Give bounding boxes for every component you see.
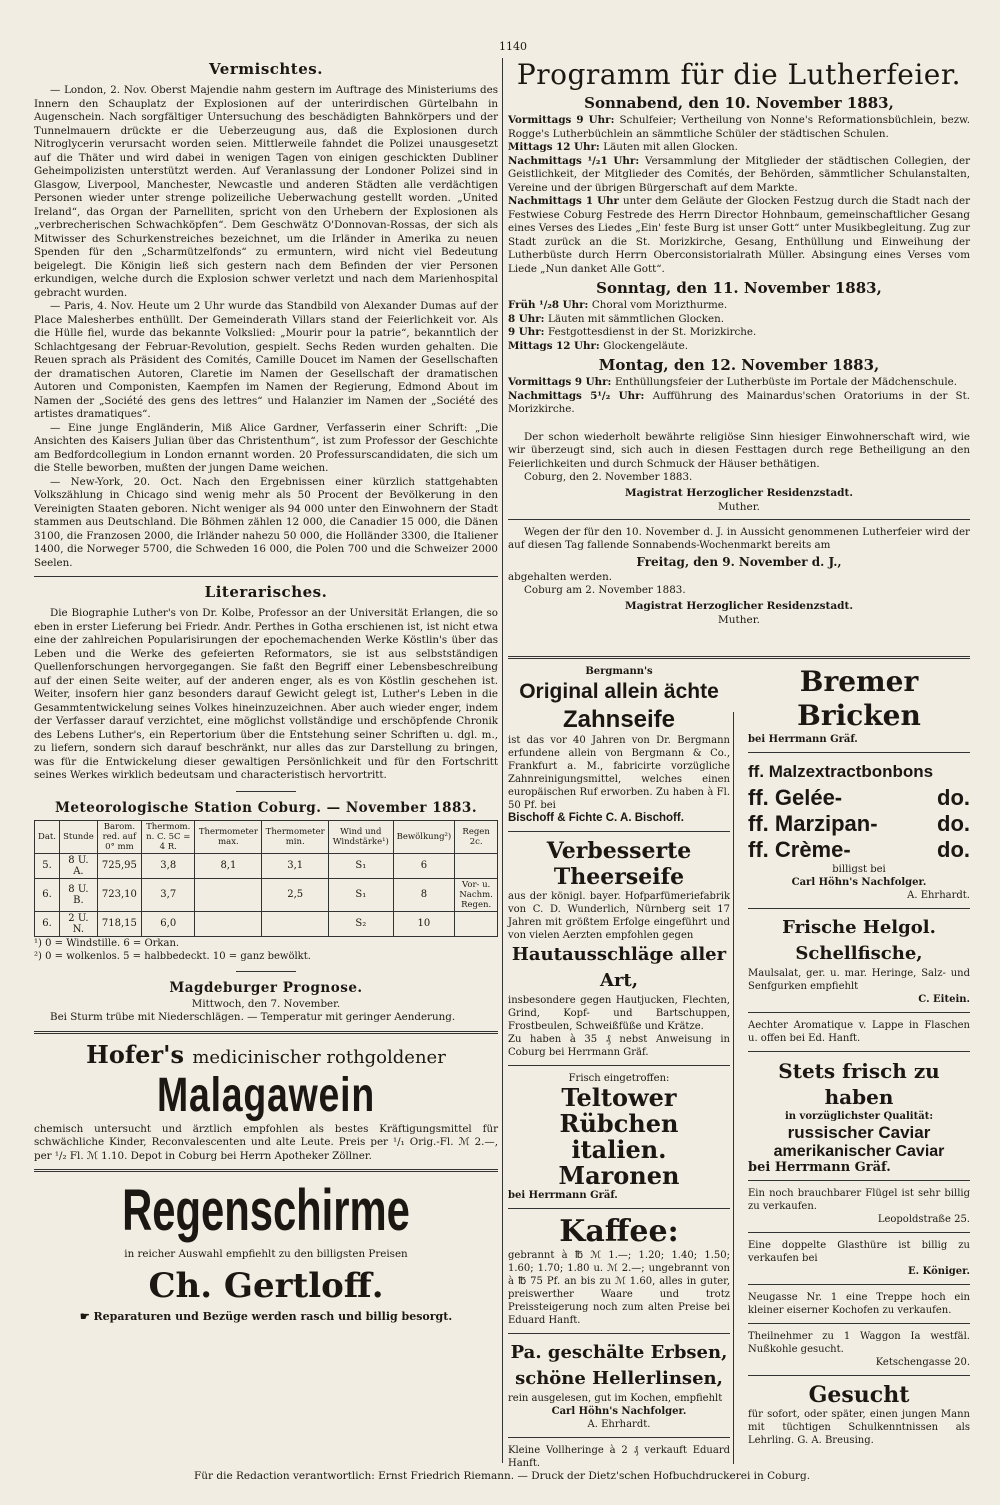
- weather-table: [34, 820, 498, 937]
- program-item-text: Choral vom Morizthurme.: [591, 299, 728, 311]
- ad-hofer-name: Hofer's: [86, 1039, 184, 1069]
- program-item-time: Früh ¹/₂8 Uhr:: [508, 299, 592, 311]
- table-row: [35, 911, 498, 936]
- market-date: Coburg am 2. November 1883.: [524, 584, 686, 596]
- ad-gertloff-name: Ch. Gertloff.: [148, 1265, 384, 1306]
- article-gardner: — Eine junge Engländerin, Miß Alice Gardner, Verfasserin einer Schrift: „Die Ansichten des Kaisers Julian über das Christenthum“, ist zum Professor der Geschichte am Bedfordcollegium in London ernannt worden. 20 Professurscandidaten, die sich um die Stelle beworben, mußten der jungen Dame weichen.: [34, 421, 498, 474]
- program-day-sunday: Sonntag, den 11. November 1883,: [596, 279, 882, 297]
- ad-ff-item-ditto: do.: [937, 810, 970, 836]
- ad-teltower-big2: italien. Maronen: [558, 1134, 680, 1190]
- ad-kaffee: [508, 1215, 730, 1327]
- weather-col-header: Thermometer max.: [195, 820, 262, 853]
- market-day: Freitag, den 9. November d. J.,: [636, 554, 842, 569]
- ad-caviar-seller: bei Herrmann Gräf.: [748, 1159, 891, 1175]
- program-title: Programm für die Lutherfeier.: [516, 58, 962, 91]
- ad-ff-item: [748, 811, 970, 837]
- program-item: [508, 376, 970, 390]
- ad-theilnehmer: Theilnehmer zu 1 Waggon Ia westfäl. Nußkohle gesucht.: [748, 1330, 970, 1355]
- ad-erbsen-seller: Carl Höhn's Nachfolger.: [551, 1405, 687, 1417]
- table-row: [35, 853, 498, 878]
- prognose-text: Bei Sturm trübe mit Niederschlägen. — Temperatur mit geringer Aenderung.: [50, 1011, 456, 1023]
- right-column: [508, 58, 971, 1469]
- ad-ff-item: [748, 837, 970, 863]
- ad-malagawein-title: Malagawein: [157, 1068, 375, 1122]
- program-saturday-list: [508, 114, 970, 276]
- ad-fisch-text: Maulsalat, ger. u. mar. Heringe, Salz- und Senfgurken empfiehlt: [748, 967, 970, 992]
- table-cell: [195, 878, 262, 911]
- program-item: [508, 313, 970, 327]
- weather-col-header: Dat.: [35, 820, 60, 853]
- weather-note-cloud: ²) 0 = wolkenlos. 5 = halbbedeckt. 10 = ganz bewölkt.: [34, 950, 311, 962]
- table-cell: 723,10: [97, 878, 141, 911]
- weather-table-header: [35, 820, 498, 853]
- ad-bergmann-big: Zahnseife: [562, 705, 676, 733]
- ad-hofer-heading: [34, 1040, 498, 1069]
- market-notice: Wegen der für den 10. November d. J. in Aussicht genommenen Lutherfeier wird der auf diesen Tag fallende Sonnabends-Wochenmarkt bereits am: [508, 525, 970, 551]
- ad-ff-owner: A. Ehrhardt.: [907, 889, 970, 901]
- ad-bergmann-sellers: Bischoff & Fichte C. A. Bischoff.: [508, 811, 684, 824]
- article-luther-biography: Die Biographie Luther's von Dr. Kolbe, Professor an der Universität Erlangen, die so eben in erster Lieferung bei Friedr. Andr. Perthes in Gotha erschienen ist, ist nicht etwa eine der zahlreichen Popularisirungen der epochemachenden Werke Köstlin's über das Leben und die Werke des gefeierten Reformators, sie ist aus selbstständigen Quellenforschungen hervorgegangen. Sie faßt den Begriff einer Lebensbeschreibung auf der einen Seite weiter, auf der anderen enger, als es von Köstlin geschehen ist. Weiter, insofern hier ganz besonders darauf Gewicht gelegt ist, Luther's Leben in die Gesammtentwickelung seines Volkes hineinzuzeichnen. Aber auch wieder enger, indem der Verfasser darauf verzichtet, eine möglichst vollständige und erschöpfende Chronik des Lebens Luther's, ein Repertorium über die Entstehung seiner Schriften u. dgl. m., zu liefern, sondern sich darauf beschränkt, nur alles das zur Darstellung zu bringen, was für die Entwickelung dieser gewaltigen Persönlichkeit und für den Fortschritt seines Werkes wirklich bedeutsam und characteristisch hervortritt.: [34, 607, 498, 781]
- table-cell: 8 U. A.: [60, 853, 98, 878]
- ad-fluegel: Ein noch brauchbarer Flügel ist sehr billig zu verkaufen.: [748, 1187, 970, 1212]
- weather-col-header: Thermometer min.: [262, 820, 329, 853]
- table-cell: 6.: [35, 911, 60, 936]
- ad-hofer-subtitle: medicinischer rothgoldener: [192, 1046, 446, 1068]
- ad-glasthuere-seller: E. Königer.: [908, 1265, 970, 1277]
- ad-vollheringe: Kleine Vollheringe à 2 ₰ verkauft Eduard Hanft.: [508, 1444, 730, 1469]
- article-newyork: — New-York, 20. Oct. Nach den Ergebnissen einer kürzlich stattgehabten Volkszählung in Chicago sind wenig mehr als 50 Procent der Bevölkerung in den Vereinigten Staaten geboren. Nicht weniger als 94 000 unter den Einwohnern der Stadt stammen aus Deutschland. Die Böhmen zählen 12 000, die Canadier 15 000, die Dänen 3100, die Franzosen 2000, die Irländer nahezu 50 000, die Holländer 3300, die Italiener 1400, die Norweger 5700, die Schweden 16 000, die Polen 700 und die Schweizer 2000 Seelen.: [34, 475, 498, 569]
- ads-subcolumn-left: [508, 665, 730, 1470]
- market-signer: Muther.: [718, 613, 760, 626]
- table-cell: 3,7: [142, 878, 195, 911]
- page-number: 1140: [499, 40, 527, 53]
- ad-theerseife-price: Zu haben à 35 ₰ nebst Anweisung in Coburg bei Herrmann Gräf.: [508, 1033, 730, 1058]
- section-heading-literarisches: Literarisches.: [204, 583, 328, 601]
- program-item-time: Nachmittags 5¹/₂ Uhr:: [508, 389, 653, 402]
- ad-ff-item: [748, 785, 970, 811]
- table-cell: 3,1: [262, 853, 329, 878]
- program-item-text: unter dem Geläute der Glocken Festzug durch die Stadt nach der Festwiese Coburg Festrede des Herrn Director Hohnbaum, gemeinschaftlicher Gesang eines Verses des Liedes „Ein' feste Burg ist unser Gott“ unter Musikbegleitung. Zug zur Stadt zurück an die St. Morizkirche, Gesang, Enthüllung und Einweihung der Lutherbüste durch Herrn Oberconsistorialrath Müller. Absingung eines Verses vom Liede „Nun danket Alle Gott“.: [508, 195, 971, 275]
- weather-table-body: [35, 853, 498, 936]
- ad-kochofen: Neugasse Nr. 1 eine Treppe hoch ein kleiner eiserner Kochofen zu verkaufen.: [748, 1291, 970, 1316]
- table-cell: 725,95: [97, 853, 141, 878]
- program-item-text: Schulfeier; Vertheilung von Nonne's Reformationsbüchlein, bezw. Rogge's Lutherbüchlein an sämmtliche Schüler der städtischen Schulen.: [508, 114, 970, 140]
- ad-gesucht: Gesucht: [808, 1381, 910, 1408]
- program-item-time: Vormittags 9 Uhr:: [508, 376, 615, 388]
- ad-ff-seller: Carl Höhn's Nachfolger.: [791, 876, 927, 888]
- divider: [748, 752, 970, 753]
- divider: [748, 1375, 970, 1376]
- divider: [748, 1323, 970, 1324]
- table-cell: S₁: [329, 853, 394, 878]
- prognose-date: Mittwoch, den 7. November.: [191, 997, 341, 1010]
- program-item: [508, 326, 970, 340]
- ad-theerseife: [508, 838, 730, 1059]
- table-cell: 718,15: [97, 911, 141, 936]
- weather-col-header: Regen 2c.: [455, 820, 498, 853]
- program-item: [508, 114, 970, 141]
- divider: [748, 1051, 970, 1052]
- program-item-text: Läuten mit allen Glocken.: [603, 141, 738, 153]
- table-cell: S₁: [329, 878, 394, 911]
- ad-ff-item-ditto: do.: [937, 836, 970, 862]
- weather-col-header: Thermom. n. C. 5C = 4 R.: [142, 820, 195, 853]
- ad-ff-item-name: ff. Gelée-: [748, 784, 843, 810]
- program-item: [508, 340, 970, 354]
- program-item-time: Nachmittags 1 Uhr: [508, 195, 624, 207]
- ad-fisch-seller: C. Eitein.: [918, 993, 970, 1005]
- weather-col-header: Stunde: [60, 820, 98, 853]
- table-cell: 8,1: [195, 853, 262, 878]
- program-item: [508, 195, 970, 276]
- table-cell: [262, 911, 329, 936]
- ad-erbsen-text: rein ausgelesen, gut im Kochen, empfiehlt: [508, 1392, 723, 1404]
- ad-bergmann-title: Original allein ächte: [519, 679, 719, 703]
- divider: [508, 1208, 730, 1209]
- divider: [508, 1333, 730, 1334]
- ad-aromatique: Aechter Aromatique v. Lappe in Flaschen u. offen bei Ed. Hanft.: [748, 1019, 970, 1044]
- ad-erbsen-owner: A. Ehrhardt.: [587, 1418, 651, 1430]
- weather-col-header: Barom. red. auf 0° mm: [97, 820, 141, 853]
- article-paris: — Paris, 4. Nov. Heute um 2 Uhr wurde das Standbild von Alexander Dumas auf der Place Malesherbes enthüllt. Der Gemeinderath Villars stand der Feierlichkeit vor. Als die Hülle fiel, wurde das bekannte Volkslied: „Mourir pour la patrie“, bekanntlich der Schlachtgesang der Februar-Revolution, gespielt. Sechs Reden wurden gehalten. Die Reuen sprach als Präsident des Comités, Camille Doucet im Namen der Gesellschaften der dramatischen Autoren, Claretie im Namen der Gesellschaft der dramatischen Autoren und Componisten, Kaempfen im Namen der Regierung, Edmond About im Namen der „Société des gens des lettres“ und Halanzier im Namen der „Société des artistes dramatiques“.: [34, 300, 498, 420]
- column-divider: [502, 58, 503, 1463]
- table-cell: 6,0: [142, 911, 195, 936]
- table-cell: Vor- u. Nachm. Regen.: [455, 878, 498, 911]
- ad-bremer-bricken: Bremer Bricken: [797, 664, 921, 732]
- divider: [236, 791, 296, 792]
- ad-regenschirme-sub: in reicher Auswahl empfiehlt zu den billigsten Preisen: [124, 1248, 408, 1260]
- market-signature: Magistrat Herzoglicher Residenzstadt.: [624, 599, 853, 612]
- divider: [508, 1437, 730, 1438]
- ad-bergmann-top: Bergmann's: [585, 665, 653, 677]
- program-item-time: Vormittags 9 Uhr:: [508, 114, 620, 126]
- ad-gesucht-text: für sofort, oder später, einen jungen Mann mit tüchtigen Schulkenntnissen als Lehrling. G. A. Breusing.: [748, 1408, 970, 1446]
- ad-ff-item: [748, 759, 970, 785]
- ad-fisch-big: Frische Helgol. Schellfische,: [782, 916, 936, 964]
- divider: [508, 656, 970, 659]
- program-monday-list: [508, 376, 970, 417]
- ad-theerseife-big: Hautausschläge aller Art,: [511, 943, 727, 991]
- table-cell: [195, 911, 262, 936]
- ad-ff-item-name: ff. Crème-: [748, 836, 851, 862]
- ad-ff-item-ditto: do.: [937, 784, 970, 810]
- ad-regenschirme-title: Regenschirme: [122, 1178, 410, 1243]
- divider: [34, 1169, 498, 1172]
- divider: [34, 1031, 498, 1034]
- divider: [748, 1232, 970, 1233]
- ad-hofer-text: chemisch untersucht und ärztlich empfohlen als bestes Kräftigungsmittel für schwächliche Kinder, Reconvalescenten und alte Leute. Preis per ¹/₁ Orig.-Fl. ℳ 2.—, per ¹/₂ Fl. ℳ 1.10. Depot in Coburg bei Herrn Apotheker Zöllner.: [34, 1122, 498, 1162]
- table-cell: S₂: [329, 911, 394, 936]
- ads-subcolumn-right: [748, 665, 970, 1447]
- program-item-text: Glockengeläute.: [603, 339, 688, 352]
- program-item-time: Nachmittags ¹/₂1 Uhr:: [508, 154, 645, 167]
- ad-kaffee-text: gebrannt à ℔ ℳ 1.—; 1.20; 1.40; 1.50; 1.60; 1.70; 1.80 u. ℳ 2.—; ungebrannt von à ℔ 75 Pf. an bis zu ℳ 1.60, alles in guter, preiswerther Waare und trotz Preissteigerung noch zum alten Preise bei Eduard Hanft.: [508, 1249, 730, 1326]
- program-item-text: Enthüllungsfeier der Lutherbüste im Portale der Mädchenschule.: [614, 376, 957, 388]
- table-cell: 3,8: [142, 853, 195, 878]
- divider: [748, 908, 970, 909]
- program-item: [508, 141, 970, 155]
- ad-bergmann-text: ist das vor 40 Jahren von Dr. Bergmann erfundene allein von Bergmann & Co., Frankfurt a. M., fabricirte vorzügliche Zahnreinigungsmittel, welches einen europäischen Ruf erworben. Zu haben à Fl. 50 Pf. bei: [508, 734, 730, 811]
- table-cell: 5.: [35, 853, 60, 878]
- program-item-time: 8 Uhr:: [508, 312, 549, 325]
- ad-theerseife-text2: insbesondere gegen Hautjucken, Flechten, Grind, Kopf- und Bartschuppen, Frostbeulen, Schweißfüße und Krätze.: [508, 994, 730, 1032]
- market-notice-end: abgehalten werden.: [508, 570, 613, 583]
- met-station-heading: Meteorologische Station Coburg. — November 1883.: [54, 799, 478, 816]
- program-day-monday: Montag, den 12. November 1883,: [598, 356, 880, 374]
- ad-kaffee-big: Kaffee:: [559, 1213, 679, 1249]
- ad-bergmann: [508, 665, 730, 825]
- ad-erbsen: [508, 1340, 730, 1431]
- divider: [748, 1012, 970, 1013]
- divider: [236, 971, 296, 972]
- ad-ff-list: [748, 759, 970, 863]
- table-cell: 6: [393, 853, 455, 878]
- page-footer: Für die Redaction verantwortlich: Ernst Friedrich Riemann. — Druck der Dietz'schen Hofbuchdruckerei in Coburg.: [193, 1470, 811, 1482]
- table-row: [35, 878, 498, 911]
- divider: [748, 1284, 970, 1285]
- table-cell: 2,5: [262, 878, 329, 911]
- program-item: [508, 299, 970, 313]
- ad-ff-item-name: ff. Malzextractbonbons: [748, 761, 934, 781]
- divider: [508, 519, 970, 520]
- program-item-text: Versammlung der Mitglieder der städtischen Collegien, der Geistlichkeit, der Mitglieder des Comités, der Behörden, sämmtlicher Schulanstalten, Vereine und der übrigen Bürgerschaft auf dem Markte.: [508, 154, 970, 194]
- ad-glasthuere: Eine doppelte Glasthüre ist billig zu verkaufen bei: [748, 1239, 970, 1264]
- program-appeal-date: Coburg, den 2. November 1883.: [524, 471, 693, 483]
- divider: [748, 1180, 970, 1181]
- prognose-heading: Magdeburger Prognose.: [169, 979, 363, 996]
- ad-bremer-seller: bei Herrmann Gräf.: [748, 733, 858, 745]
- table-cell: [455, 911, 498, 936]
- ad-teltower: [508, 1072, 730, 1202]
- program-item-time: Mittags 12 Uhr:: [508, 141, 604, 153]
- program-item-time: 9 Uhr:: [508, 326, 549, 338]
- program-signature: Magistrat Herzoglicher Residenzstadt.: [624, 486, 853, 499]
- weather-note-wind: ¹) 0 = Windstille. 6 = Orkan.: [34, 937, 180, 949]
- weather-col-header: Bewölkung²): [393, 820, 455, 853]
- program-item-time: Mittags 12 Uhr:: [508, 339, 604, 352]
- ad-theilnehmer-addr: Ketschengasse 20.: [875, 1356, 970, 1368]
- table-cell: [455, 853, 498, 878]
- ad-ff-item-name: ff. Marzipan-: [748, 810, 878, 836]
- ad-teltower-big1: Teltower Rübchen: [559, 1082, 679, 1138]
- program-item: [508, 390, 970, 417]
- program-item-text: Aufführung des Mainardus'schen Oratoriums in der St. Morizkirche.: [508, 389, 970, 415]
- ad-theerseife-text: aus der königl. bayer. Hofparfümeriefabrik von C. D. Wunderlich, Nürnberg seit 17 Jahren mit größtem Erfolge eingeführt und von vielen Aerzten empfohlen gegen: [508, 890, 730, 941]
- ad-caviar1: russischer Caviar: [787, 1122, 931, 1142]
- left-column: [34, 58, 498, 1460]
- ad-repair-line: ☛ Reparaturen und Bezüge werden rasch und billig besorgt.: [79, 1309, 453, 1323]
- ad-ff-cheap: billigst bei: [832, 863, 886, 875]
- program-day-saturday: Sonnabend, den 10. November 1883,: [584, 94, 894, 112]
- table-cell: 2 U. N.: [60, 911, 98, 936]
- ad-erbsen-big: Pa. geschälte Erbsen, schöne Hellerlinsen,: [510, 1341, 728, 1389]
- table-cell: 10: [393, 911, 455, 936]
- table-cell: 8 U. B.: [60, 878, 98, 911]
- ad-stets-sub: in vorzüglichster Qualität:: [784, 1110, 934, 1122]
- program-signer: Muther.: [718, 500, 760, 513]
- weather-col-header: Wind und Windstärke¹): [329, 820, 394, 853]
- ad-fluegel-addr: Leopoldstraße 25.: [877, 1213, 970, 1225]
- program-item-text: Festgottesdienst in der St. Morizkirche.: [548, 326, 757, 338]
- table-cell: 8: [393, 878, 455, 911]
- ad-stets-big: Stets frisch zu haben: [778, 1058, 940, 1109]
- ad-teltower-seller: bei Herrmann Gräf.: [508, 1189, 618, 1201]
- program-sunday-list: [508, 299, 970, 353]
- program-appeal: Der schon wiederholt bewährte religiöse Sinn hiesiger Einwohnerschaft wird, wie wir überzeugt sind, sich auch in diesen Festtagen durch rege Betheiligung an den Feierlichkeiten und durch Schmuck der Häuser bethätigen.: [508, 430, 970, 470]
- program-item: [508, 155, 970, 196]
- section-heading-vermischtes: Vermischtes.: [209, 60, 323, 78]
- divider: [508, 1065, 730, 1066]
- divider: [508, 831, 730, 832]
- table-cell: 6.: [35, 878, 60, 911]
- program-item-text: Läuten mit sämmtlichen Glocken.: [548, 312, 725, 325]
- ad-teltower-pre: Frisch eingetroffen:: [568, 1072, 670, 1084]
- article-london: — London, 2. Nov. Oberst Majendie nahm gestern im Auftrage des Ministeriums des Innern den Schauplatz der Explosionen auf der unterirdischen Gürtelbahn in Augenschein. Nach sorgfältiger Untersuchung des beschädigten Bahnkörpers und der Tunnelmauern drückte er die Ueberzeugung aus, daß die Explosionen durch Nitroglycerin verursacht worden seien. Mittlerweile fahndet die Polizei unausgesetzt auf die Thäter und wird dabei in wenigen Tagen von einigen geschickten Dubliner Geheimpolizisten unterstützt werden. Auf Veranlassung der Londoner Polizei sind in Glasgow, Liverpool, Manchester, Newcastle und anderen Städten alle verdächtigen Personen wieder unter strenge polizeiliche Ueberwachung gestellt worden. „United Ireland“, das Organ der Parnelliten, spricht von den Urhebern der Explosionen als „verbrecherischen Schwachköpfen“. Dem Geschwätz O'Donnovan-Rossas, der sich als Mitwisser des Schurkenstreiches bezeichnet, um die Irländer in Amerika zu neuen Spenden für den „Scharmützelfonds“ zu ermuntern, wird nicht viel Bedeutung beigelegt. Die Königin ließ sich gestern nach dem Befinden der vier Personen erkundigen, welche durch die Explosion schwer verletzt und nach dem Marienhospital gebracht wurden.: [34, 84, 498, 299]
- ad-caviar2: amerikanischer Caviar: [773, 1142, 945, 1160]
- divider: [34, 576, 498, 577]
- ad-theerseife-title: Verbesserte Theerseife: [546, 837, 692, 890]
